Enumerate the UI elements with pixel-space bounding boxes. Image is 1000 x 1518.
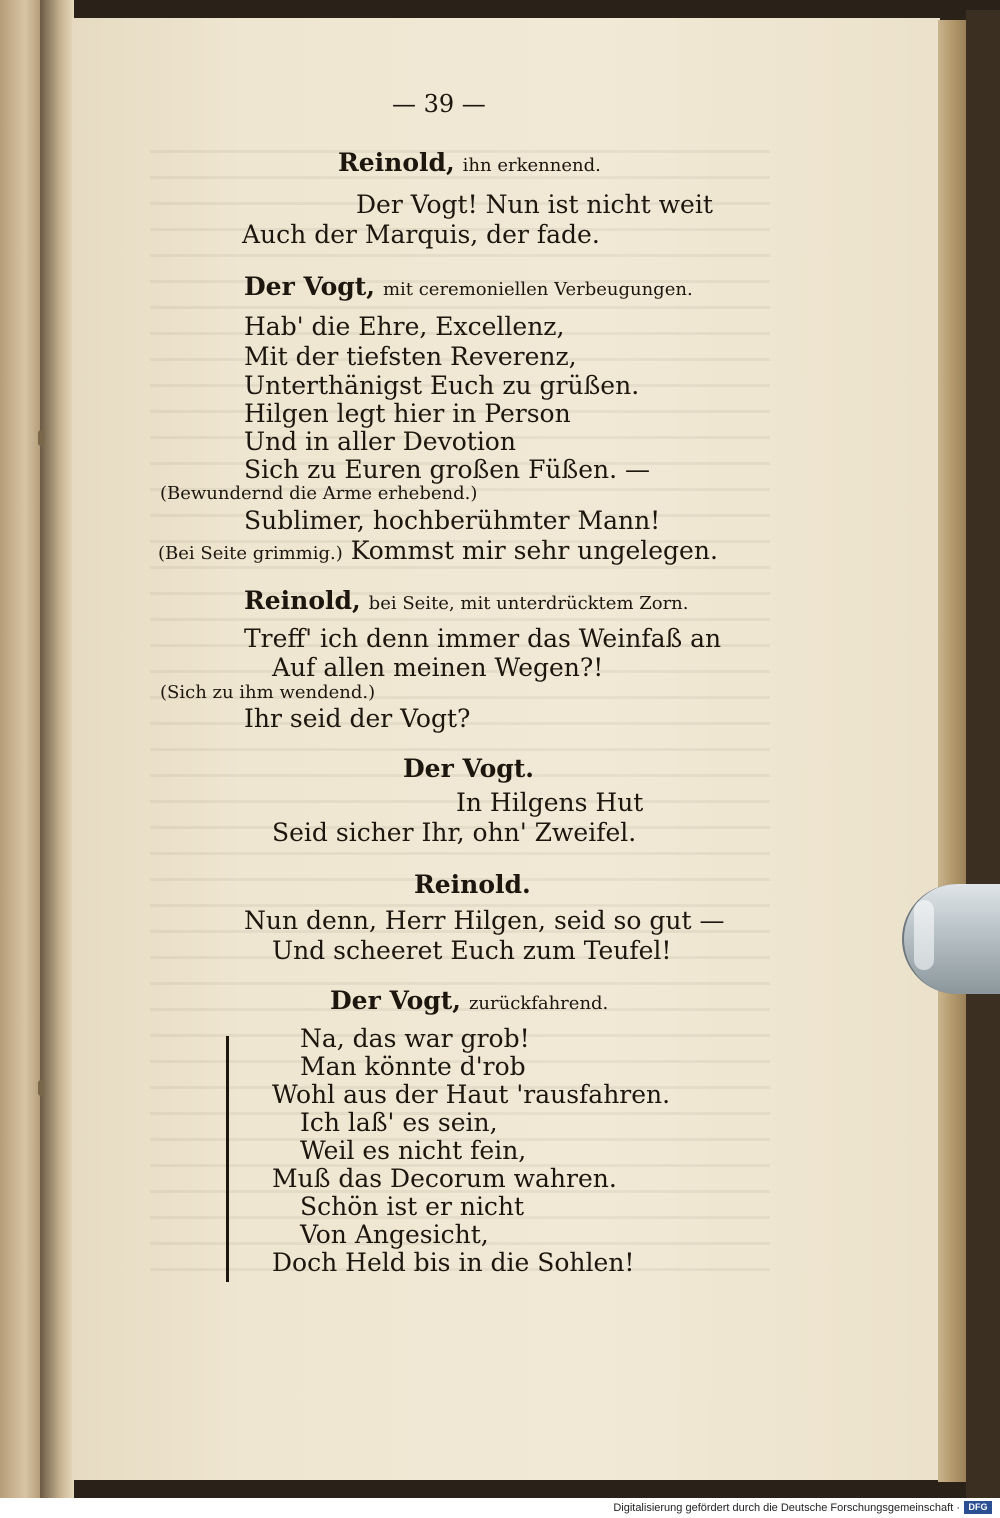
verse-line: Von Angesicht, [300,1220,489,1249]
verse-line: Der Vogt! Nun ist nicht weit [356,190,713,219]
stage-direction: bei Seite, mit unterdrücktem Zorn. [368,593,689,614]
speaker-name: Der Vogt. [403,754,534,783]
verse-line: Und in aller Devotion [244,427,516,456]
speaker-name: Reinold, [244,586,361,615]
verse-line: Auch der Marquis, der fade. [242,220,600,249]
stage-line [330,988,608,1013]
verse-line: Schön ist er nicht [300,1192,525,1221]
verse-line: Und scheeret Euch zum Teufel! [272,936,672,965]
verse-line: Na, das war grob! [300,1024,530,1053]
stage-line [338,150,601,175]
verse-line: Auf allen meinen Wegen?! [272,653,604,682]
verse-line: Doch Held bis in die Sohlen! [272,1248,635,1277]
verse-line: Nun denn, Herr Hilgen, seid so gut — [244,906,725,935]
stage-direction: mit ceremoniellen Verbeugungen. [382,279,693,300]
verse-line: Sublimer, hochberühmter Mann! [244,506,661,535]
stage-direction: (Sich zu ihm wendend.) [160,682,376,703]
stage-direction: (Bei Seite grimmig.) [158,543,343,564]
speaker-name: Der Vogt, [244,272,375,301]
verse-line: Sich zu Euren großen Füßen. — [244,455,651,484]
verse-line: Hab' die Ehre, Excellenz, [244,312,565,341]
speaker-name: Reinold. [414,870,531,899]
speaker-name: Der Vogt, [330,986,461,1015]
stage-line [244,588,689,613]
dfg-logo: DFG [964,1501,992,1514]
verse-line: Wohl aus der Haut 'rausfahren. [272,1080,671,1109]
verse-line: Ich laß' es sein, [300,1108,498,1137]
verse-line: Muß das Decorum wahren. [272,1164,617,1193]
footer-bar [0,1498,1000,1518]
page-number: — 39 — [392,90,486,118]
verse-text: Kommst mir sehr ungelegen. [350,536,718,565]
verse-line: Mit der tiefsten Reverenz, [244,342,577,371]
stage-line [158,538,718,563]
speaker-name: Reinold, [338,148,455,177]
verse-line: Hilgen legt hier in Person [244,399,571,428]
verse-line: Man könnte d'rob [300,1052,526,1081]
verse-line: Treff' ich denn immer das Weinfaß an [244,624,722,653]
verse-line: In Hilgens Hut [456,788,644,817]
margin-bar [226,1036,229,1282]
stage-direction: (Bewundernd die Arme erhebend.) [160,483,478,504]
verse-line: Unterthänigst Euch zu grüßen. [244,371,640,400]
stage-direction: ihn erkennend. [462,155,601,176]
verse-line: Ihr seid der Vogt? [244,704,471,733]
funding-credit: Digitalisierung gefördert durch die Deutsche Forschungsgemeinschaft · [613,1502,960,1514]
verse-line: Weil es nicht fein, [300,1136,527,1165]
stage-line [244,274,693,299]
verse-line: Seid sicher Ihr, ohn' Zweifel. [272,818,637,847]
stage-direction: zurückfahrend. [468,993,609,1014]
